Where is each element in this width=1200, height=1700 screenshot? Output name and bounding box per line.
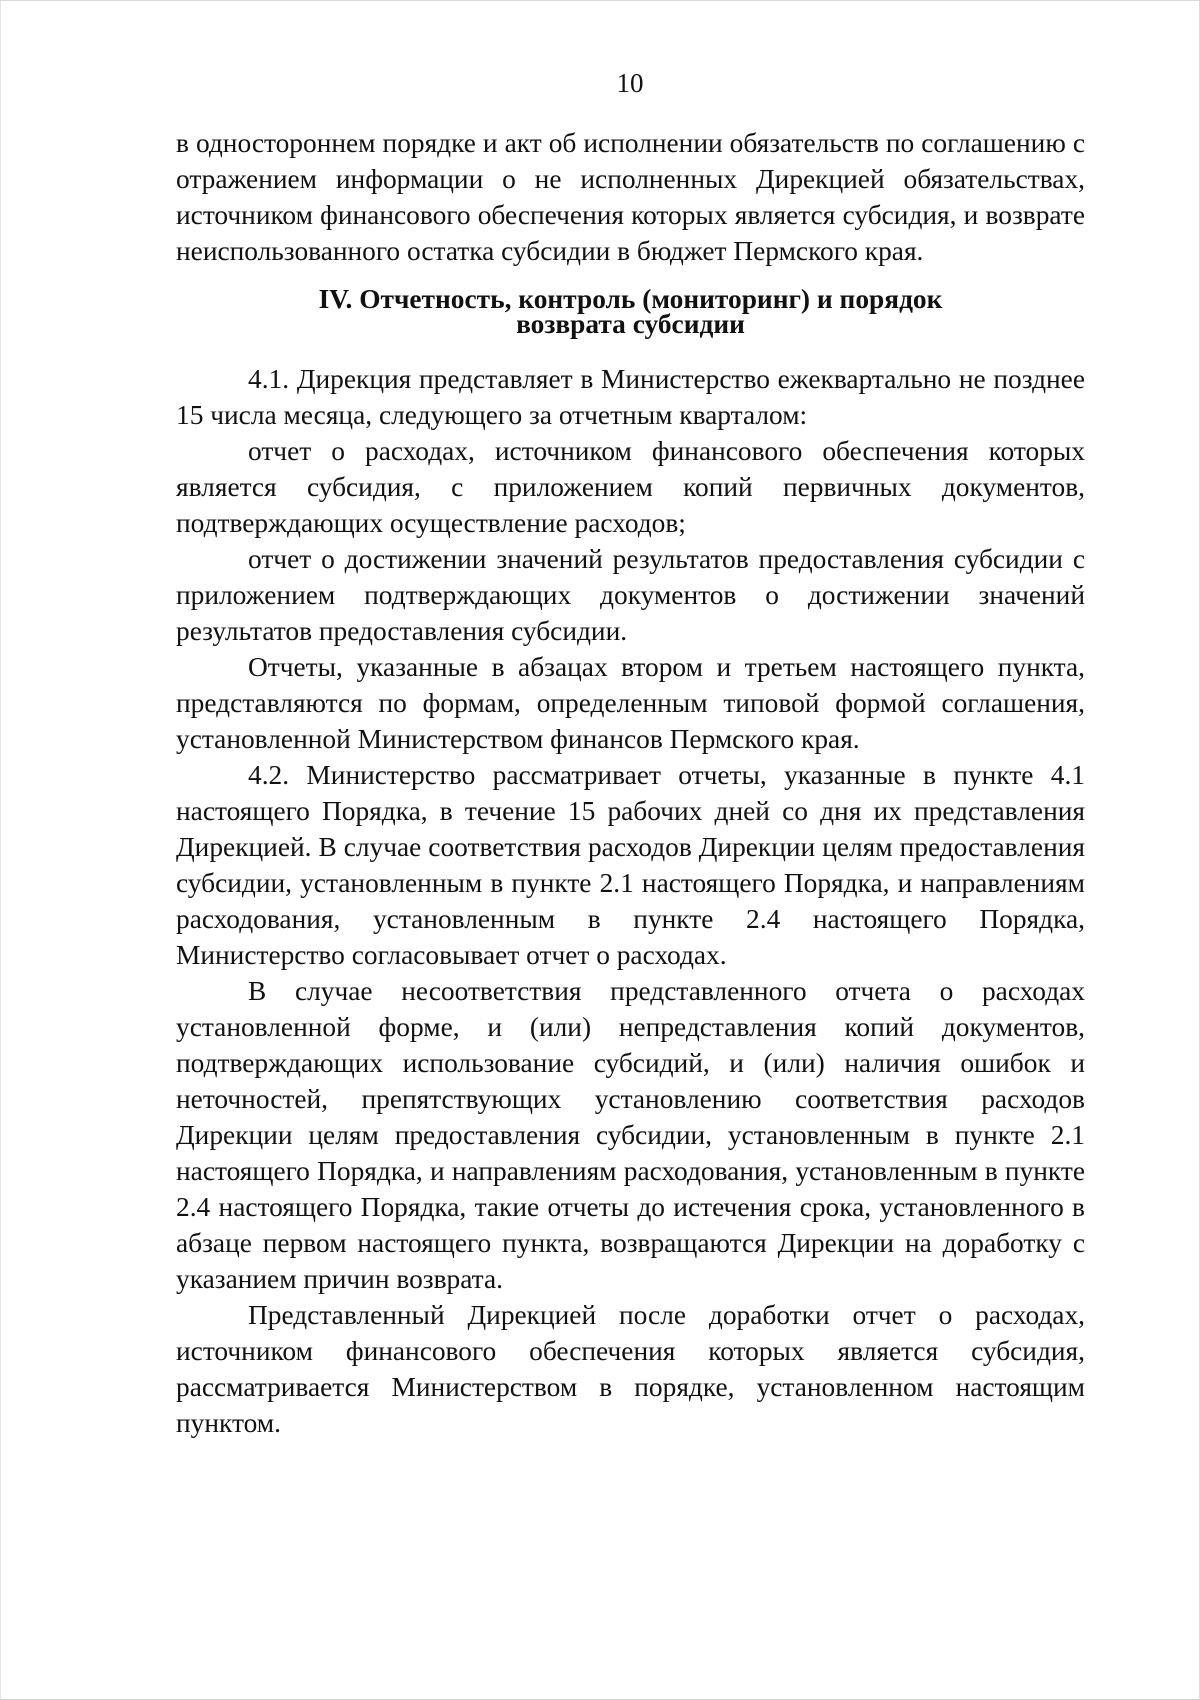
page-number: 10 bbox=[616, 68, 644, 98]
paragraph-report-results: отчет о достижении значений результатов предоставления субсидии с приложением подтверждающих документов о достижении значений результатов предоставления субсидии. bbox=[176, 544, 1085, 646]
paragraph-report-forms: Отчеты, указанные в абзацах втором и третьем настоящего пункта, представляются по формам, определенным типовой формой соглашения, установленной Министерством финансов Пермского края. bbox=[176, 652, 1085, 754]
paragraph-nonconformity: В случае несоответствия представленного отчета о расходах установленной форме, и (или) непредставления копий документов, подтверждающих использование субсидий, и (или) наличия ошибок и неточностей, препятствующих установлению соответствия расходов Дирекции целям предоставления субсидии, установленным в пункте 2.1 настоящего Порядка, и направлениям расходования, установленным в пункте 2.4 настоящего Порядка, такие отчеты до истечения срока, установленного в абзаце первом настоящего пункта, возвращаются Дирекции на доработку с указанием причин возврата. bbox=[176, 976, 1085, 1294]
document-body bbox=[176, 125, 1085, 1441]
paragraph-4-1: 4.1. Дирекция представляет в Министерство ежеквартально не позднее 15 числа месяца, следующего за отчетным кварталом: bbox=[176, 364, 1085, 430]
section-heading-line-2: возврата субсидии bbox=[516, 309, 745, 339]
section-heading-line-1: IV. Отчетность, контроль (мониторинг) и порядок bbox=[318, 284, 943, 314]
paragraph-report-expenses: отчет о расходах, источником финансового обеспечения которых является субсидия, с приложением копий первичных документов, подтверждающих осуществление расходов; bbox=[176, 436, 1085, 538]
section-heading bbox=[176, 284, 1085, 339]
paragraph-resubmission: Представленный Дирекцией после доработки отчет о расходах, источником финансового обеспечения которых является субсидия, рассматривается Министерством в порядке, установленном настоящим пунктом. bbox=[176, 1300, 1085, 1438]
paragraph-4-2: 4.2. Министерство рассматривает отчеты, указанные в пункте 4.1 настоящего Порядка, в течение 15 рабочих дней со дня их представления Дирекцией. В случае соответствия расходов Дирекции целям предоставления субсидии, установленным в пункте 2.1 настоящего Порядка, и направлениям расходования, установленным в пункте 2.4 настоящего Порядка, Министерство согласовывает отчет о расходах. bbox=[176, 760, 1085, 970]
paragraph-continuation: в одностороннем порядке и акт об исполнении обязательств по соглашению с отражением информации о не исполненных Дирекцией обязательствах, источником финансового обеспечения которых является субсидия, и возврате неиспользованного остатка субсидии в бюджет Пермского края. bbox=[176, 128, 1085, 266]
